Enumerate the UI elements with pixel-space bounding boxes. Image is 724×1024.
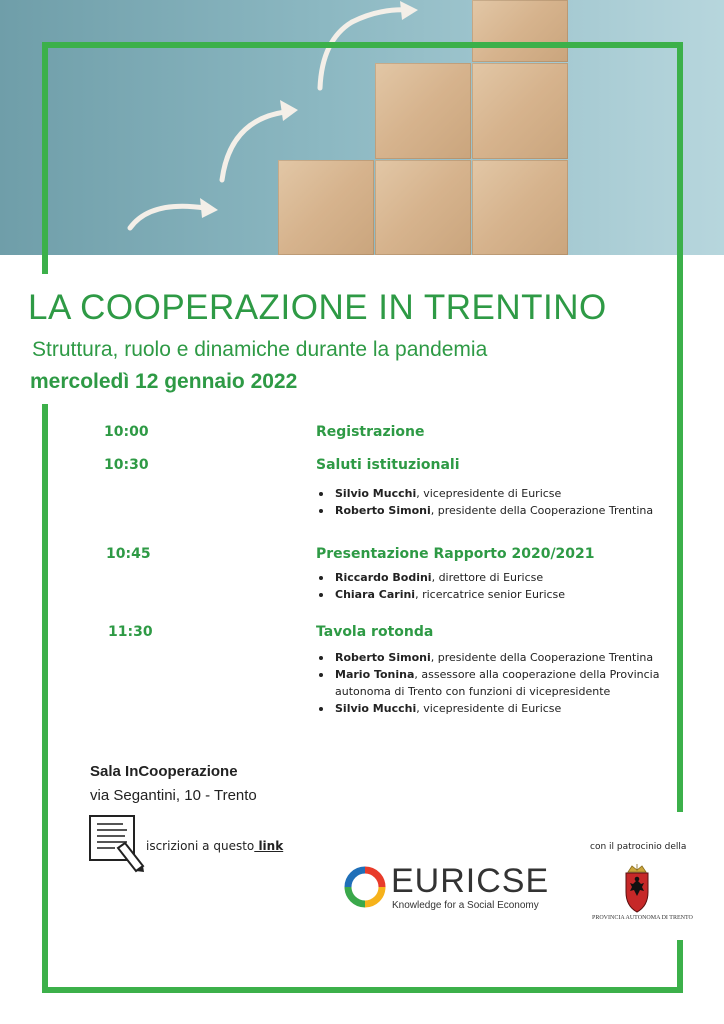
agenda-time: 10:45: [106, 546, 151, 562]
agenda-time: 10:30: [104, 457, 149, 473]
registration-form-icon: [88, 814, 146, 874]
patronage-text: con il patrocinio della: [590, 842, 687, 852]
frame-right-bottom: [677, 940, 683, 993]
list-item: [316, 700, 659, 717]
frame-bottom: [42, 987, 683, 993]
speaker-name: Riccardo Bodini: [335, 571, 432, 584]
agenda-section-title: Tavola rotonda: [316, 624, 434, 640]
frame-left-bottom: [42, 404, 48, 993]
list-item: [316, 649, 659, 666]
speaker-name: Mario Tonina: [335, 668, 415, 681]
speaker-role: , vicepresidente di Euricse: [416, 487, 562, 500]
hero-image: [0, 0, 724, 255]
euricse-logo-icon: [344, 866, 386, 908]
page-subtitle: Struttura, ruolo e dinamiche durante la pandemia: [32, 338, 488, 361]
speaker-role: , ricercatrice senior Euricse: [415, 588, 566, 601]
signup-text: iscrizioni a questo: [146, 839, 255, 853]
arrow-icon: [0, 0, 724, 255]
signup-link[interactable]: link: [254, 839, 284, 853]
list-item: [316, 666, 659, 700]
frame-left-top: [42, 42, 48, 274]
list-item: [316, 502, 653, 519]
speaker-role: , presidente della Cooperazione Trentina: [430, 651, 654, 664]
speaker-name: Chiara Carini: [335, 588, 416, 601]
province-name: PROVINCIA AUTONOMA DI TRENTO: [592, 915, 693, 921]
speaker-list: [316, 569, 565, 603]
page-title: LA COOPERAZIONE IN TRENTINO: [28, 288, 607, 327]
speaker-name: Roberto Simoni: [335, 504, 431, 517]
speaker-list: [316, 485, 653, 519]
coat-of-arms-icon: [592, 862, 682, 914]
speaker-name: Roberto Simoni: [335, 651, 431, 664]
speaker-role-continued: autonoma di Trento con funzioni di vicepresidente: [335, 685, 611, 698]
signup-line: [146, 839, 283, 853]
venue-address: via Segantini, 10 - Trento: [90, 787, 257, 804]
speaker-list: [316, 649, 659, 717]
list-item: [316, 586, 565, 603]
speaker-role: , assessore alla cooperazione della Provincia: [414, 668, 660, 681]
speaker-role: , vicepresidente di Euricse: [416, 702, 562, 715]
speaker-role: , presidente della Cooperazione Trentina: [430, 504, 654, 517]
list-item: [316, 569, 565, 586]
province-logo: [592, 862, 693, 926]
speaker-name: Silvio Mucchi: [335, 702, 417, 715]
frame-top: [42, 42, 683, 48]
euricse-tagline: Knowledge for a Social Economy: [392, 900, 539, 911]
agenda-time: 11:30: [108, 624, 153, 640]
event-date: mercoledì 12 gennaio 2022: [30, 370, 298, 393]
agenda-time: 10:00: [104, 424, 149, 440]
agenda-section-title: Saluti istituzionali: [316, 457, 460, 473]
list-item: [316, 485, 653, 502]
euricse-logo-text: EURICSE: [391, 862, 550, 900]
speaker-name: Silvio Mucchi: [335, 487, 417, 500]
agenda-section-title: Presentazione Rapporto 2020/2021: [316, 546, 595, 562]
speaker-role: , direttore di Euricse: [431, 571, 544, 584]
venue-name: Sala InCooperazione: [90, 763, 238, 780]
frame-right-top: [677, 42, 683, 812]
agenda-section-title: Registrazione: [316, 424, 425, 440]
